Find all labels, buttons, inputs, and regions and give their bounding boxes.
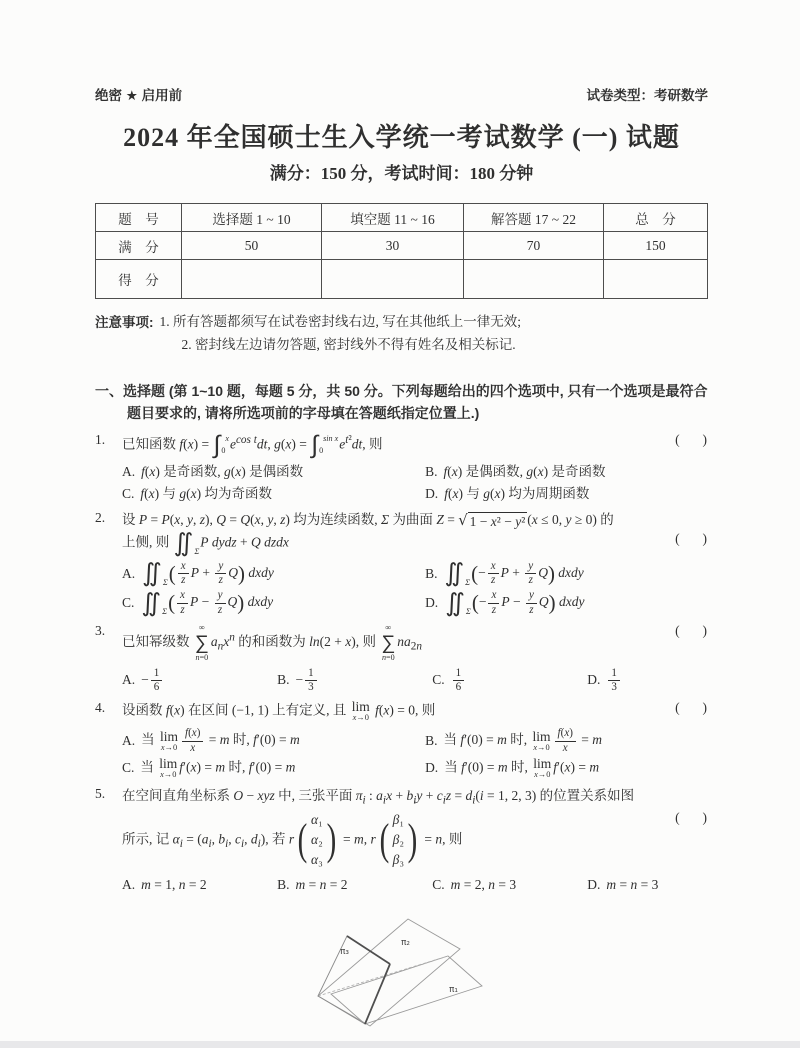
notes-label: 注意事项: <box>95 315 154 330</box>
option-letter: B. <box>277 672 290 688</box>
obtained-score-cell <box>322 260 464 299</box>
option-d <box>425 484 708 504</box>
page-bottom-strip <box>0 1041 800 1048</box>
figure-label-pi1: π₁ <box>449 984 459 995</box>
option-text: 当 lim x→0 f′(x) = m 时, f′(0) = m <box>140 755 296 779</box>
option-letter: B. <box>425 463 438 479</box>
option-text: f(x) 与 g(x) 均为奇函数 <box>140 485 273 501</box>
option-text: − $\frac{1}{6}$ <box>141 667 164 695</box>
obtained-score-row <box>96 260 708 299</box>
header-cell-choice: 选择题 1 ~ 10 <box>182 204 322 232</box>
obtained-score-label: 得 分 <box>96 260 182 299</box>
answer-blank: ( ) <box>675 431 708 447</box>
plane-pi3-bold-edge-right <box>365 964 390 1024</box>
full-score-row <box>96 232 708 260</box>
question-1 <box>95 429 708 504</box>
answer-blank: ( ) <box>675 623 708 638</box>
option-d <box>425 589 708 617</box>
option-c <box>122 484 419 504</box>
option-text: f(x) 是奇函数, g(x) 是偶函数 <box>141 463 304 479</box>
answer-blank: ( ) <box>675 809 708 825</box>
score-table <box>95 203 708 299</box>
option-letter: D. <box>587 876 601 892</box>
option-text: m = 1, n = 2 <box>141 876 207 892</box>
option-text: f(x) 是偶函数, g(x) 是奇函数 <box>443 463 606 479</box>
option-a <box>122 875 271 895</box>
option-letter: A. <box>122 672 136 688</box>
option-d <box>587 667 708 695</box>
option-b <box>277 667 426 695</box>
question-number: 1. <box>95 431 106 447</box>
option-text: m = n = 3 <box>606 876 659 892</box>
header-cell-solution: 解答题 17 ~ 22 <box>464 204 604 232</box>
question-number: 5. <box>95 785 106 801</box>
option-text: ∬ Σ ( $\frac{x}{z}$ P − $\frac{y}{z}$ Q) dxdy <box>141 587 274 617</box>
exam-header <box>95 84 708 104</box>
option-d <box>425 757 708 780</box>
option-letter: C. <box>432 876 445 892</box>
full-score-choice: 50 <box>182 232 322 260</box>
option-text: m = n = 2 <box>295 876 348 892</box>
question-2 <box>95 510 708 617</box>
question-stem: 设 P = P(x, y, z), Q = Q(x, y, z) 均为连续函数, Σ 为曲面 Z = √ 1 − x² − y² (x ≤ 0, y ≥ 0) 的 <box>122 510 614 529</box>
full-score-blank: 30 <box>322 232 464 260</box>
question-stem-line2: 上侧, 则 ∬ Σ P dydz + Q dzdx <box>122 527 289 557</box>
question-number: 4. <box>95 700 106 716</box>
exam-title: 2024 年全国硕士生入学统一考试数学 (一) 试题 <box>123 123 680 152</box>
option-letter: A. <box>122 732 136 748</box>
exam-subtitle: 满分：150 分，考试时间：180 分钟 <box>269 164 534 183</box>
figure-label-pi2: π₂ <box>401 937 411 948</box>
option-a <box>122 727 419 755</box>
full-score-total: 150 <box>604 232 708 260</box>
option-d <box>587 875 708 895</box>
question-stem: 在空间直角坐标系 O − xyz 中, 三张平面 $\pi_i$ : $a_ix + b_iy + c_iz = d_i(i = 1$, 2, 3) 的位置关系如图 <box>122 787 635 807</box>
question-stem: 已知幂级数 ∞ ∑ n=0 $a_nx^n$ 的和函数为 ln(2 + x), 则 ∞ ∑ n=0 $na_{2n}$ <box>122 623 423 662</box>
option-a <box>122 560 419 588</box>
option-letter: B. <box>425 732 438 748</box>
note-item-1: 1. 所有答题都须写在试卷密封线右边, 写在其他纸上一律无效; <box>159 314 521 329</box>
question-number: 2. <box>95 510 106 526</box>
question-3 <box>95 623 708 694</box>
paper-type-label: 试卷类型：考研数学 <box>586 88 708 103</box>
notes <box>95 311 708 357</box>
obtained-score-cell <box>182 260 322 299</box>
option-text: − $\frac{1}{3}$ <box>295 667 318 695</box>
option-text: 当 f′(0) = m 时, lim x→0 $\frac{f(x)}{x}$ = m <box>443 727 603 754</box>
header-cell-total: 总 分 <box>604 204 708 232</box>
option-letter: B. <box>425 565 438 581</box>
planes-figure <box>300 901 708 1041</box>
option-c <box>122 589 419 617</box>
score-table-header-row <box>96 204 708 232</box>
question-stem: 已知函数 f(x) = ∫ x 0 $e^{cos t}dt$, g(x) = ∫ sin x 0 $e^{t^2}dt$, 则 <box>122 429 383 459</box>
option-letter: C. <box>432 672 445 688</box>
question-stem: 设函数 f(x) 在区间 (−1, 1) 上有定义, 且 lim x→0 f(x) = 0, 则 <box>122 699 436 723</box>
option-letter: C. <box>122 760 135 776</box>
question-4 <box>95 700 708 779</box>
option-text: ∬ Σ (− $\frac{x}{z}$ P − $\frac{y}{z}$ Q) dxdy <box>445 587 585 617</box>
figure-label-pi3: π₃ <box>340 946 350 957</box>
option-letter: A. <box>122 463 136 479</box>
full-score-solution: 70 <box>464 232 604 260</box>
three-planes-diagram <box>300 901 560 1036</box>
answer-blank: ( ) <box>675 530 708 546</box>
obtained-score-cell <box>464 260 604 299</box>
option-letter: D. <box>425 485 439 501</box>
section-heading: 一、选择题 (第 1~10 题，每题 5 分，共 50 分。下列每题给出的四个选项中, 只有一个选项是最符合题目要求的, 请将所选项前的字母填在答题纸指定位置上.) <box>95 382 708 422</box>
option-a <box>122 667 271 695</box>
option-b <box>277 875 426 895</box>
plane-pi2 <box>318 919 460 1026</box>
header-cell-blank: 填空题 11 ~ 16 <box>322 204 464 232</box>
option-b <box>425 560 708 588</box>
security-label: 绝密 ★ 启用前 <box>95 88 183 103</box>
full-score-label: 满 分 <box>96 232 182 260</box>
note-item-2: 2. 密封线左边请勿答题, 密封线外不得有姓名及相关标记. <box>181 336 516 352</box>
note-items <box>160 311 522 357</box>
option-letter: C. <box>122 595 135 611</box>
header-cell-question-no: 题 号 <box>96 204 182 232</box>
option-text: 当 lim x→0 $\frac{f(x)}{x}$ = m 时, f′(0) = m <box>141 727 300 754</box>
option-letter: B. <box>277 876 290 892</box>
option-text: ∬ Σ ( $\frac{x}{z}$ P + $\frac{y}{z}$ Q) dxdy <box>142 558 274 588</box>
option-letter: A. <box>122 565 136 581</box>
option-b <box>425 727 708 755</box>
option-a <box>122 462 419 482</box>
option-letter: D. <box>587 672 601 688</box>
option-c <box>432 667 581 695</box>
option-text: $\frac{1}{3}$ <box>606 667 622 695</box>
option-letter: D. <box>425 595 439 611</box>
option-letter: A. <box>122 876 136 892</box>
option-b <box>425 462 708 482</box>
option-text: ∬ Σ (− $\frac{x}{z}$ P + $\frac{y}{z}$ Q) dxdy <box>444 558 584 588</box>
question-number: 3. <box>95 623 106 638</box>
option-letter: C. <box>122 485 135 501</box>
option-text: $\frac{1}{6}$ <box>451 667 467 695</box>
plane-pi3 <box>318 936 390 1024</box>
option-c <box>432 875 581 895</box>
option-text: f(x) 与 g(x) 均为周期函数 <box>444 485 590 501</box>
question-stem-line2: 所示, 记 $\alpha_i = (a_i$, $b_i$, $c_i$, $d_i$), 若 r ( α₁ α₂ α₃ ) = m, r ( β₁ β₂ β₃ ) = n, 则 <box>122 811 463 868</box>
obtained-score-cell <box>604 260 708 299</box>
option-text: 当 f′(0) = m 时, lim x→0 f′(x) = m <box>444 755 600 779</box>
question-list <box>95 429 708 895</box>
question-5 <box>95 786 708 895</box>
option-letter: D. <box>425 760 439 776</box>
option-text: m = 2, n = 3 <box>450 876 517 892</box>
option-c <box>122 757 419 780</box>
answer-blank: ( ) <box>675 700 708 716</box>
plane-pi1 <box>331 956 482 1024</box>
